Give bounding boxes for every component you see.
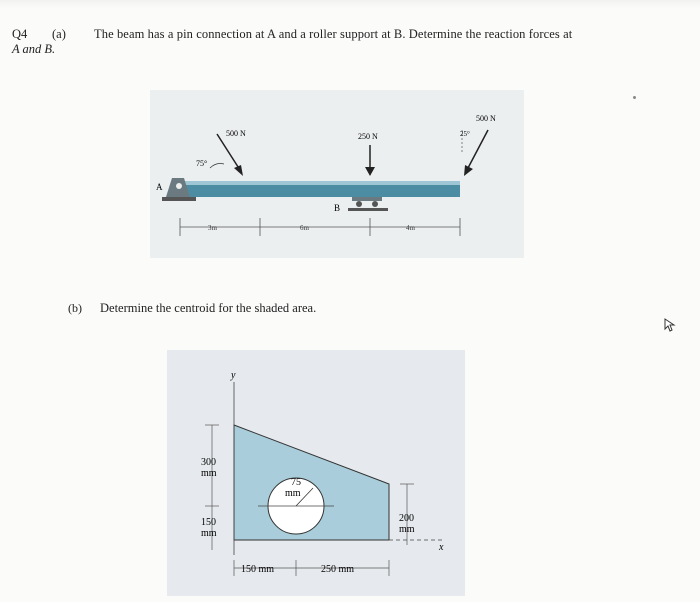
dim-150mm-label: 150 mm (241, 564, 275, 575)
dim-75-value: 75 (291, 477, 301, 488)
ground-b (348, 208, 388, 211)
dim-150-unit: mm (201, 528, 217, 539)
y-axis-label: y (231, 370, 236, 381)
pin-a (176, 183, 182, 189)
page-speck (633, 96, 636, 99)
roller-2 (372, 201, 378, 207)
area-figure (167, 350, 465, 596)
area-diagram (167, 350, 465, 596)
part-a-label: (a) (52, 27, 66, 41)
roller-support-b (352, 197, 382, 201)
mouse-cursor-icon (664, 318, 676, 337)
dim-75-unit: mm (285, 488, 301, 499)
dim-3m-label: 3m (208, 224, 217, 232)
force-mid-label: 250 N (358, 132, 378, 141)
dim-300-value: 300 (201, 457, 216, 468)
part-b-text: Determine the centroid for the shaded area. (100, 301, 317, 315)
angle-left-label: 75° (196, 159, 208, 168)
part-a-text: The beam has a pin connection at A and a roller support at B. Determine the reaction forces at (94, 27, 573, 41)
support-b-label: B (334, 203, 341, 213)
ground-a (162, 197, 196, 201)
page-top-edge (0, 0, 700, 8)
beam-figure-panel (150, 90, 524, 258)
angle-right-label: 25° (460, 130, 470, 138)
roller-1 (356, 201, 362, 207)
dim-150-value: 150 (201, 517, 216, 528)
dim-300-unit: mm (201, 468, 217, 479)
question-number: Q4 (12, 27, 28, 41)
beam-figure (150, 90, 524, 258)
dim-4m-label: 4m (406, 224, 415, 232)
part-b-label: (b) (68, 301, 82, 315)
force-right-label: 500 N (476, 114, 496, 123)
beam-top-edge (174, 181, 460, 185)
dim-200-value: 200 (399, 513, 414, 524)
force-left-label: 500 N (226, 129, 246, 138)
beam-diagram (150, 90, 524, 258)
dim-200-unit: mm (399, 524, 415, 535)
dim-6m-label: 6m (300, 224, 309, 232)
support-a-label: A (156, 182, 163, 192)
x-axis-label: x (439, 542, 444, 553)
dim-250mm-label: 250 mm (321, 564, 355, 575)
part-a-text-continued: A and B. (12, 42, 56, 56)
